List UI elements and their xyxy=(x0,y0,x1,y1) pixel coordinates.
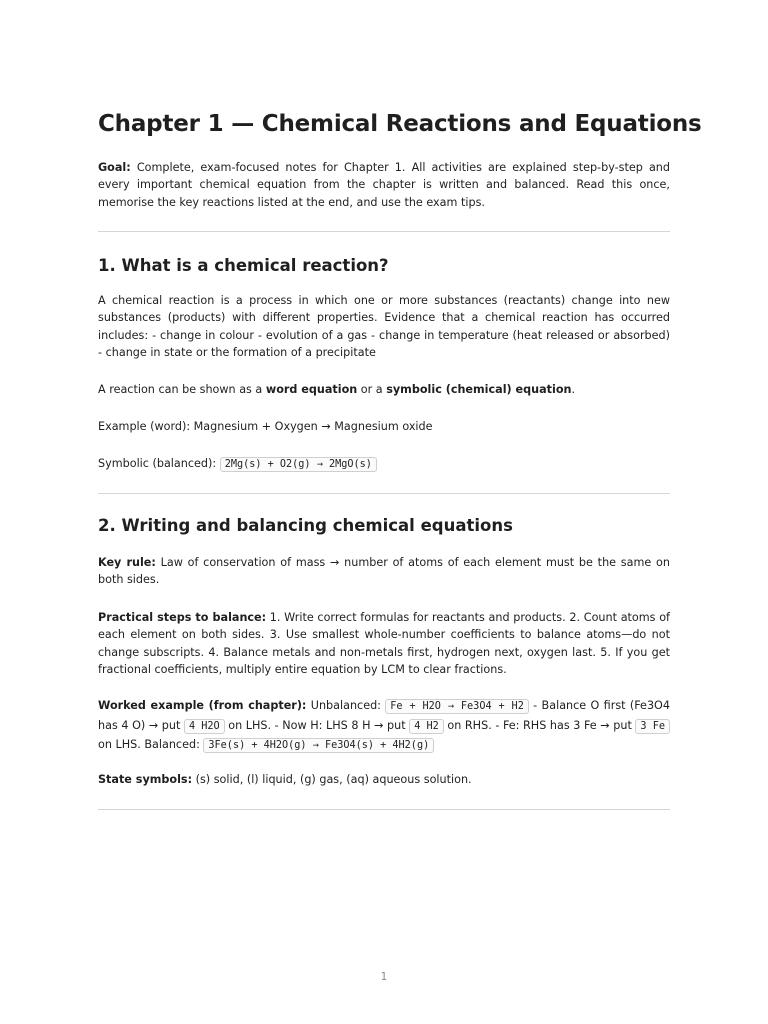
chapter-title: Chapter 1 — Chemical Reactions and Equations xyxy=(98,111,702,137)
divider xyxy=(98,493,670,494)
worked-example-paragraph: Worked example (from chapter): Unbalanced: Fe + H2O → Fe3O4 + H2 - Balance O first (Fe3O4 has 4 O) → put 4 H2O on LHS. - Now H: LHS 8 H → put 4 H2 on RHS. - Fe: RHS has 3 Fe → put 3 Fe on LHS. Balanced: 3Fe(s) + 4H2O(g) → Fe3O4(s) + 4H2(g) xyxy=(98,699,670,752)
word-equation-term: word equation xyxy=(265,383,358,396)
divider xyxy=(98,809,670,810)
equation-code: 3 Fe xyxy=(635,719,670,734)
symbolic-equation-term: symbolic (chemical) equation xyxy=(386,383,572,396)
equation-code: 2Mg(s) + O2(g) → 2MgO(s) xyxy=(220,457,377,472)
symbolic-label: Symbolic (balanced): xyxy=(98,457,220,470)
goal-text: Complete, exam-focused notes for Chapter 1. All activities are explained step-by-step and every important chemical equation from the chapter is written and balanced. Read this once, memorise the key reactions listed at the end, and use the exam tips. xyxy=(98,161,670,209)
steps-text: 1. Write correct formulas for reactants and products. 2. Count atoms of each element on both sides. 3. Use smallest whole-number coefficients to balance atoms—do not change subscripts. 4. Balance metals and non-metals first, hydrogen next, oxygen last. 5. If you get fractional coefficients, multiply entire equation by LCM to clear fractions. xyxy=(98,611,670,677)
steps-label: Practical steps to balance: xyxy=(98,611,267,624)
equation-code: 4 H2O xyxy=(184,719,225,734)
state-symbols-text: (s) solid, (l) liquid, (g) gas, (aq) aqueous solution. xyxy=(192,773,472,786)
intro-paragraph xyxy=(98,159,670,211)
page-number: 1 xyxy=(380,971,388,983)
key-rule-text: Law of conservation of mass → number of atoms of each element must be the same on both sides. xyxy=(98,556,670,587)
word-example: Example (word): Magnesium + Oxygen → Magnesium oxide xyxy=(98,420,433,433)
goal-label: Goal: xyxy=(98,161,131,174)
state-symbols-paragraph xyxy=(98,771,670,788)
equation-code: Fe + H2O → Fe3O4 + H2 xyxy=(385,699,529,714)
equation-code: 4 H2 xyxy=(409,719,444,734)
symbolic-example xyxy=(98,455,670,473)
key-rule-paragraph xyxy=(98,554,670,589)
representation-paragraph: A reaction can be shown as a word equation or a symbolic (chemical) equation. xyxy=(98,383,576,396)
steps-paragraph xyxy=(98,609,670,679)
key-rule-label: Key rule: xyxy=(98,556,156,569)
worked-example-label: Worked example (from chapter): xyxy=(98,699,307,712)
section-heading-2: 2. Writing and balancing chemical equations xyxy=(98,516,513,535)
section-heading-1: 1. What is a chemical reaction? xyxy=(98,256,389,275)
divider xyxy=(98,231,670,232)
reaction-definition: A chemical reaction is a process in which one or more substances (reactants) change into new substances (products) with different properties. Evidence that a chemical reaction has occurred includes: - change in colour - evolution of a gas - change in temperature (heat released or absorbed) - change in state or the formation of a precipitate xyxy=(98,294,670,360)
equation-code: 3Fe(s) + 4H2O(g) → Fe3O4(s) + 4H2(g) xyxy=(203,738,434,753)
state-symbols-label: State symbols: xyxy=(98,773,193,786)
